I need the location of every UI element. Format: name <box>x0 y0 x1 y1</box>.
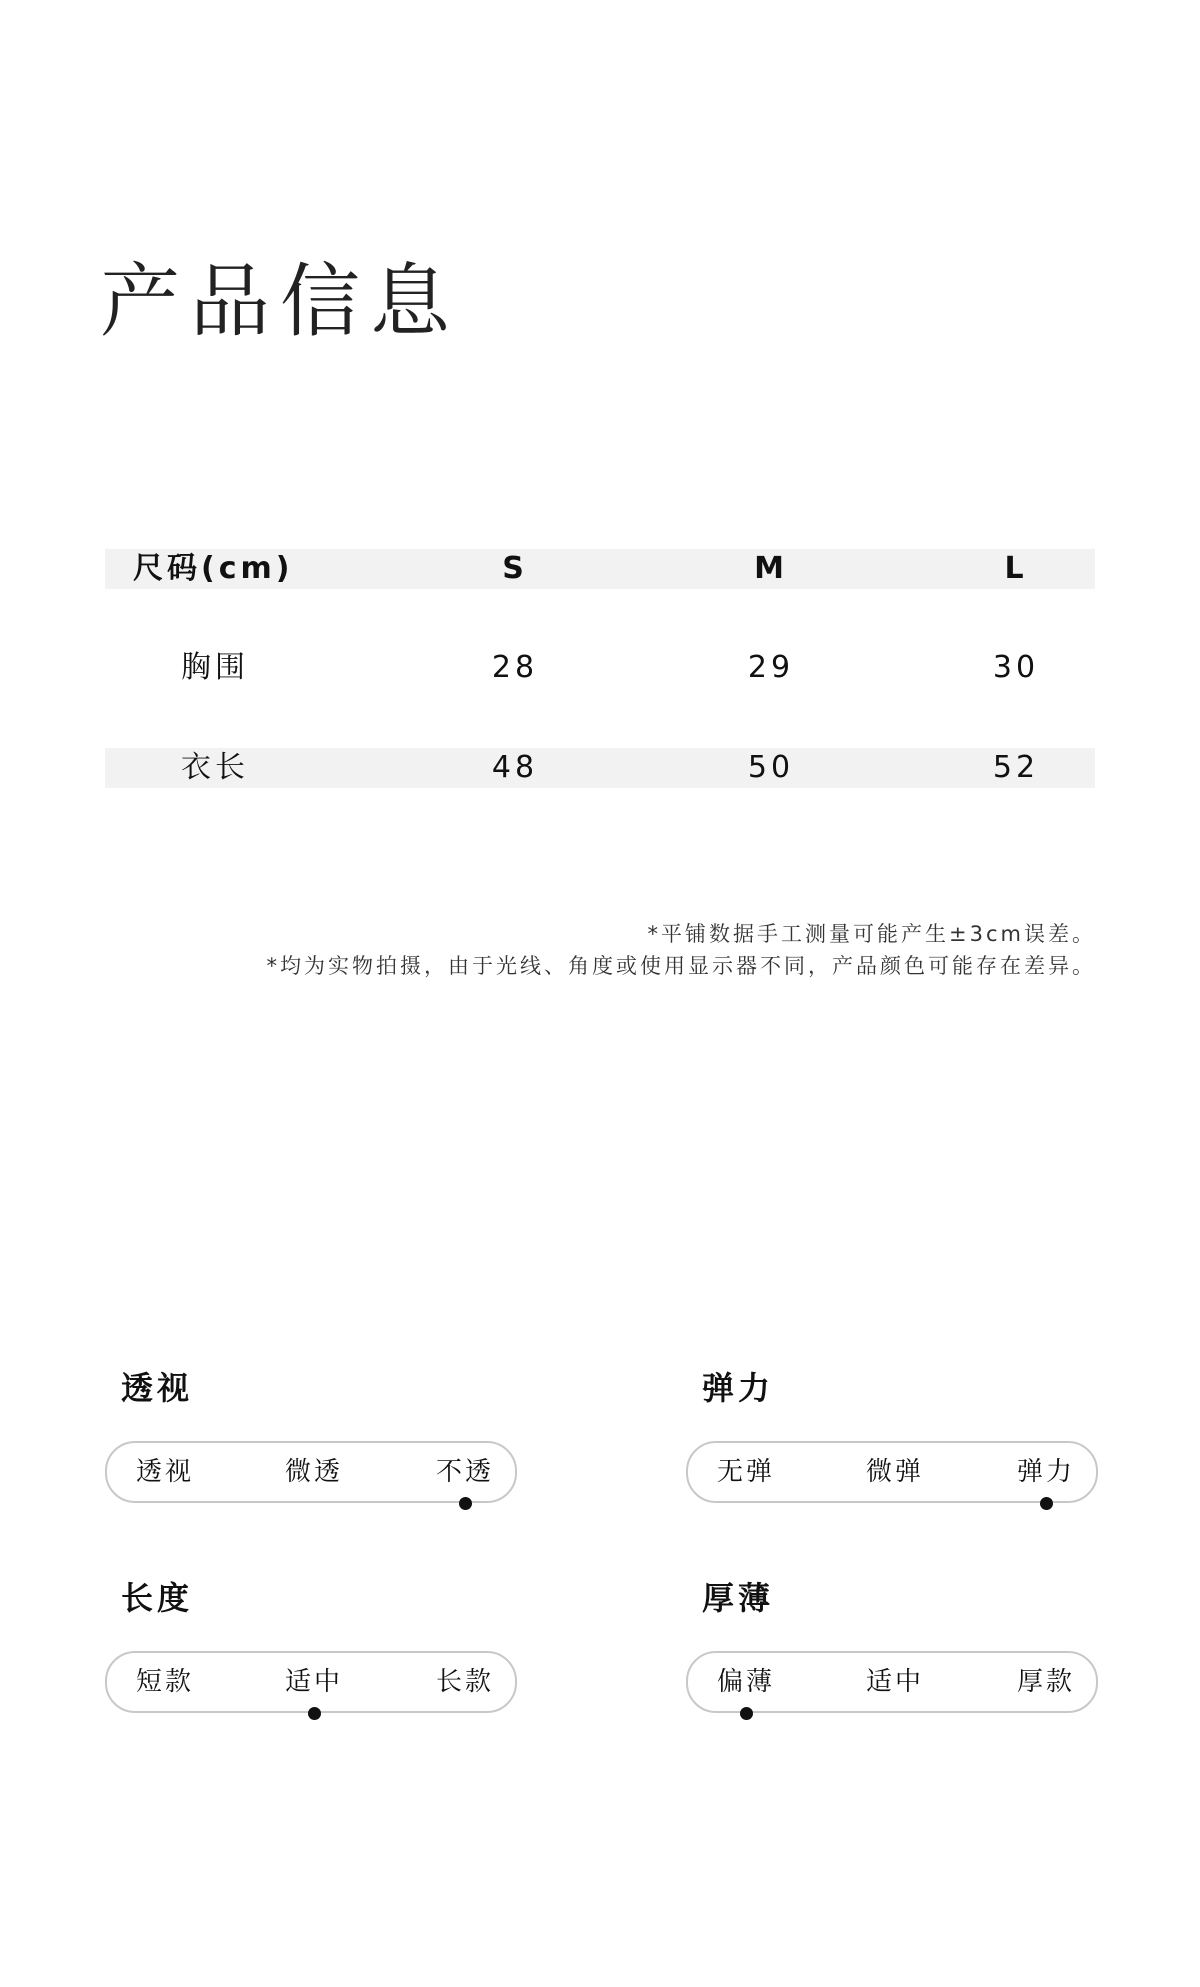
size-table-header <box>105 549 1095 589</box>
scale-option: 长款 <box>435 1667 494 1697</box>
attribute-title: 透视 <box>121 1369 194 1407</box>
table-cell: 50 <box>747 750 795 785</box>
scale-option: 微弹 <box>865 1457 924 1487</box>
attribute-title: 长度 <box>121 1579 194 1617</box>
scale-option: 适中 <box>865 1667 924 1697</box>
scale-option: 偏薄 <box>716 1667 775 1697</box>
table-cell: 30 <box>992 650 1040 685</box>
selected-marker-dot <box>459 1497 472 1510</box>
scale-option: 适中 <box>284 1667 343 1697</box>
scale-option: 微透 <box>284 1457 343 1487</box>
header-cell-s: S <box>502 551 528 586</box>
table-cell: 48 <box>491 750 539 785</box>
scale-option: 厚款 <box>1016 1667 1075 1697</box>
scale-option: 透视 <box>135 1457 194 1487</box>
note-measurement-error: *平铺数据手工测量可能产生±3cm误差。 <box>647 922 1096 946</box>
selected-marker-dot <box>740 1707 753 1720</box>
table-row <box>105 648 1095 688</box>
note-color-difference: *均为实物拍摄，由于光线、角度或使用显示器不同，产品颜色可能存在差异。 <box>266 954 1096 978</box>
attribute-scale <box>105 1441 517 1503</box>
attribute-scale <box>686 1441 1098 1503</box>
measurement-notes <box>267 918 1097 982</box>
row-label: 衣长 <box>181 750 249 785</box>
attribute-scale <box>686 1651 1098 1713</box>
scale-option: 无弹 <box>716 1457 775 1487</box>
selected-marker-dot <box>1040 1497 1053 1510</box>
header-cell-size: 尺码(cm) <box>133 551 294 586</box>
table-cell: 29 <box>747 650 795 685</box>
table-row <box>105 748 1095 788</box>
scale-option: 短款 <box>135 1667 194 1697</box>
scale-option: 弹力 <box>1016 1457 1075 1487</box>
table-cell: 28 <box>491 650 539 685</box>
row-label: 胸围 <box>181 650 249 685</box>
selected-marker-dot <box>308 1707 321 1720</box>
table-cell: 52 <box>992 750 1040 785</box>
header-cell-l: L <box>1004 551 1028 586</box>
attribute-title: 弹力 <box>702 1369 775 1407</box>
header-cell-m: M <box>754 551 788 586</box>
page-title: 产品信息 <box>100 255 460 348</box>
attribute-title: 厚薄 <box>702 1579 775 1617</box>
attribute-scale <box>105 1651 517 1713</box>
scale-option: 不透 <box>435 1457 494 1487</box>
